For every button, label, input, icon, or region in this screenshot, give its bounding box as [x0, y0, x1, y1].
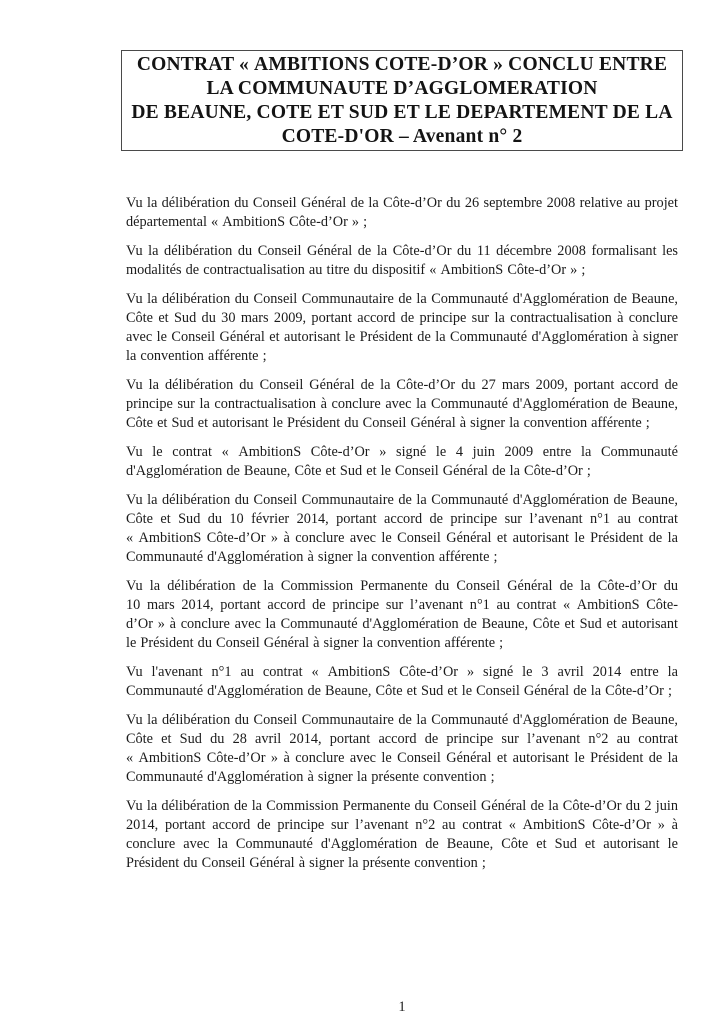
document-body — [126, 194, 678, 883]
title-line-1: CONTRAT « AMBITIONS COTE-D’OR » CONCLU ENTRE — [136, 54, 668, 75]
contract-title-box — [121, 50, 683, 151]
recital-paragraph-8: Vu l'avenant n°1 au contrat « AmbitionS Côte-d’Or » signé le 3 avril 2014 entre la Communauté d'Agglomération de Beaune, Côte et Sud et le Conseil Général de la Côte-d’Or ; — [126, 664, 678, 699]
recital-paragraph-2: Vu la délibération du Conseil Général de la Côte-d’Or du 11 décembre 2008 formalisant les modalités de contractualisation au titre du dispositif « AmbitionS Côte-d’Or » ; — [126, 243, 678, 278]
title-line-2: LA COMMUNAUTE D’AGGLOMERATION — [206, 78, 598, 99]
recital-paragraph-1: Vu la délibération du Conseil Général de la Côte-d’Or du 26 septembre 2008 relative au projet départemental « AmbitionS Côte-d’Or » ; — [126, 195, 678, 230]
title-line-4: COTE-D'OR – Avenant n° 2 — [281, 126, 523, 147]
recital-paragraph-10: Vu la délibération de la Commission Permanente du Conseil Général de la Côte-d’Or du 2 juin 2014, portant accord de principe sur l’avenant n°2 au contrat « AmbitionS Côte-d’Or » à conclure avec la Communauté d'Agglomération de Beaune, Côte et Sud et autorisant le Président du Conseil Général à signer la présente convention ; — [126, 798, 678, 871]
recital-paragraph-7: Vu la délibération de la Commission Permanente du Conseil Général de la Côte-d’Or du 10 mars 2014, portant accord de principe sur l’avenant n°1 au contrat « AmbitionS Côte-d’Or » à conclure avec la Communauté d'Agglomération de Beaune, Côte et Sud et autorisant le Président du Conseil Général à signer la convention afférente ; — [126, 578, 678, 651]
recital-paragraph-5: Vu le contrat « AmbitionS Côte-d’Or » signé le 4 juin 2009 entre la Communauté d'Agglomération de Beaune, Côte et Sud et le Conseil Général de la Côte-d’Or ; — [126, 444, 678, 479]
title-line-3: DE BEAUNE, COTE ET SUD ET LE DEPARTEMENT DE LA — [131, 102, 673, 123]
page-number: 1 — [398, 999, 406, 1015]
recital-paragraph-4: Vu la délibération du Conseil Général de la Côte-d’Or du 27 mars 2009, portant accord de principe sur la contractualisation à conclure avec la Communauté d'Agglomération de Beaune, Côte et Sud et autorisant le Président du Conseil Général à signer la convention afférente ; — [126, 377, 678, 431]
recital-paragraph-6: Vu la délibération du Conseil Communautaire de la Communauté d'Agglomération de Beaune, Côte et Sud du 10 février 2014, portant accord de principe sur l’avenant n°1 au contrat « AmbitionS Côte-d’Or » à conclure avec le Conseil Général et autorisant le Président de la Communauté d'Agglomération à signer la convention afférente ; — [126, 492, 678, 565]
recital-paragraph-3: Vu la délibération du Conseil Communautaire de la Communauté d'Agglomération de Beaune, Côte et Sud du 30 mars 2009, portant accord de principe sur la contractualisation à conclure avec le Conseil Général et autorisant le Président de la Communauté d'Agglomération à signer la convention afférente ; — [126, 291, 678, 364]
recital-paragraph-9: Vu la délibération du Conseil Communautaire de la Communauté d'Agglomération de Beaune, Côte et Sud du 28 avril 2014, portant accord de principe sur l’avenant n°2 au contrat « AmbitionS Côte-d’Or » à conclure avec le Conseil Général et autorisant le Président de la Communauté d'Agglomération à signer la présente convention ; — [126, 712, 678, 785]
